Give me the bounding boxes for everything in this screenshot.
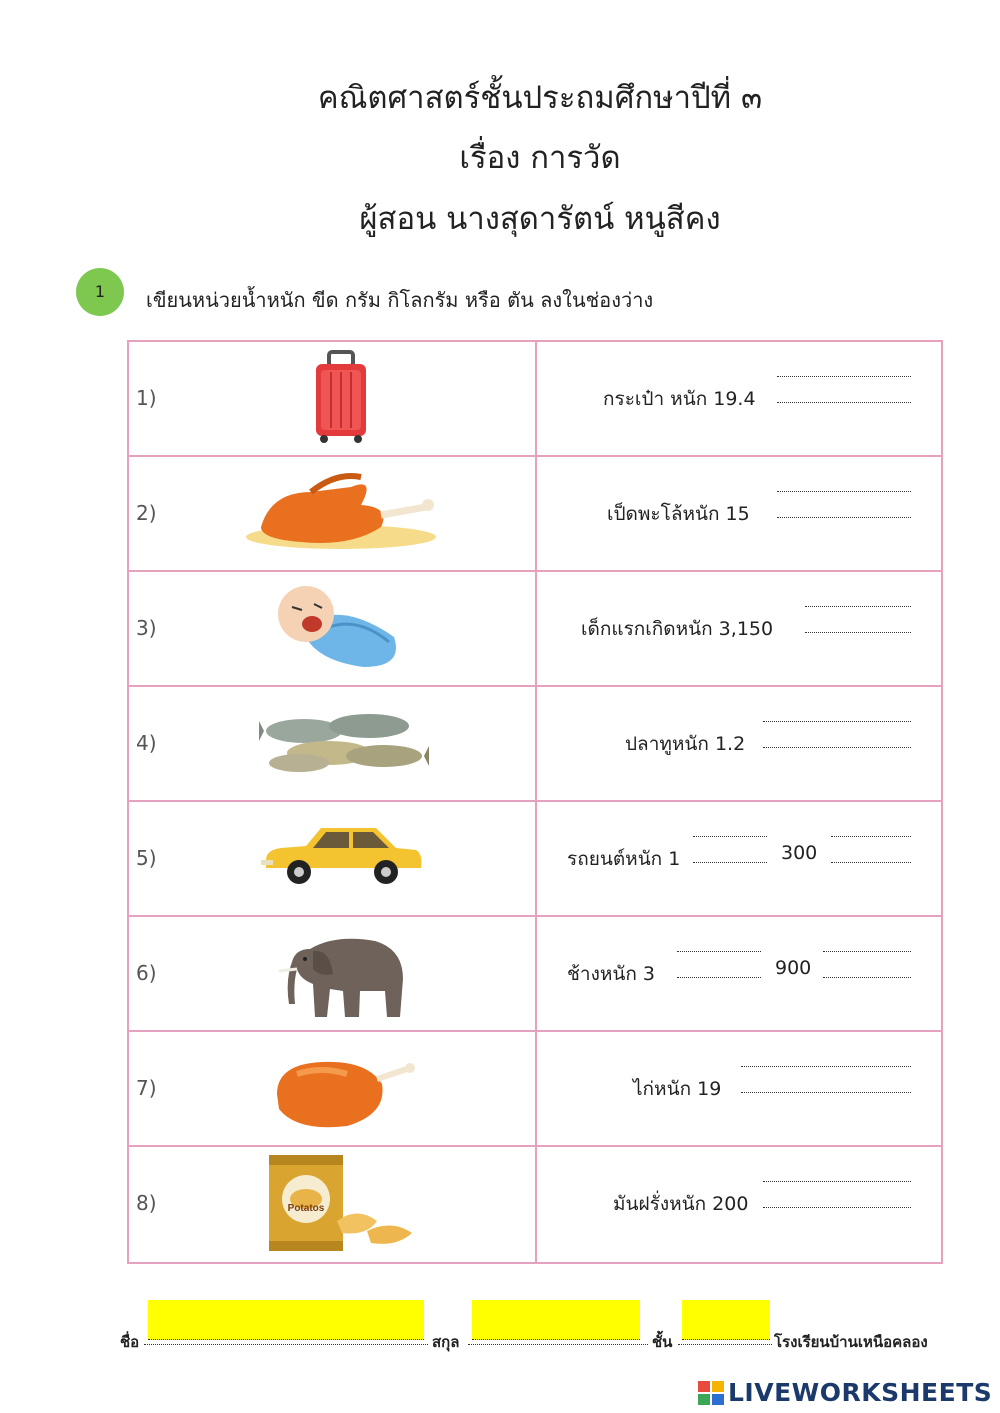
answer-blank[interactable] [823, 947, 911, 981]
table-row [129, 342, 941, 457]
exercise-table [127, 340, 943, 1264]
row-statement: ปลาทูหนัก 1.2 [625, 733, 746, 755]
newborn-baby-icon [274, 582, 414, 672]
row-statement: มันฝรั่งหนัก 200 [613, 1193, 749, 1215]
school-label: โรงเรียนบ้านเหนือคลอง [774, 1333, 928, 1351]
answer-blank[interactable] [741, 1062, 911, 1096]
table-row [129, 802, 941, 917]
table-row [129, 1147, 941, 1262]
name-label: ชื่อ [120, 1333, 140, 1351]
row-number: 7) [136, 1076, 157, 1100]
worksheet-title: คณิตศาสตร์ชั้นประถมศึกษาปีที่ ๓ [317, 80, 763, 116]
surname-label: สกุล [432, 1333, 460, 1351]
mackerel-fish-icon [259, 701, 429, 781]
question-instruction: เขียนหน่วยน้ำหนัก ขีด กรัม กิโลกรัม หรือ ตัน ลงในช่องว่าง [146, 288, 654, 312]
row-number: 2) [136, 501, 157, 525]
name-input[interactable] [148, 1300, 424, 1340]
table-row [129, 457, 941, 572]
suitcase-icon [311, 350, 371, 445]
row-statement: ไก่หนัก 19 [633, 1078, 722, 1100]
row-statement: ช้างหนัก 3 [567, 963, 655, 985]
row-extra-number: 300 [781, 842, 818, 864]
grade-label: ชั้น [652, 1333, 673, 1351]
row-statement: รถยนต์หนัก 1 [567, 848, 681, 870]
surname-input[interactable] [472, 1300, 640, 1340]
student-info-footer [120, 1300, 960, 1352]
liveworksheets-logo-icon [698, 1381, 724, 1405]
table-row [129, 687, 941, 802]
row-statement: กระเป๋า หนัก 19.4 [603, 388, 756, 410]
chips-brand-label: Potatos [287, 1203, 325, 1214]
car-icon [261, 820, 426, 890]
row-number: 6) [136, 961, 157, 985]
table-row [129, 1032, 941, 1147]
table-row [129, 917, 941, 1032]
row-statement: เป็ดพะโล้หนัก 15 [607, 503, 750, 525]
worksheet-teacher: ผู้สอน นางสุดารัตน์ หนูสีคง [359, 201, 721, 237]
row-number: 4) [136, 731, 157, 755]
question-number-badge: 1 [76, 268, 124, 316]
potato-chips-icon [267, 1151, 417, 1253]
answer-blank[interactable] [777, 487, 911, 521]
row-number: 5) [136, 846, 157, 870]
roast-chicken-icon [267, 1044, 417, 1134]
row-number: 1) [136, 386, 157, 410]
row-number: 8) [136, 1191, 157, 1215]
row-number: 3) [136, 616, 157, 640]
answer-blank[interactable] [805, 602, 911, 636]
liveworksheets-brand[interactable]: LIVEWORKSHEETS [728, 1378, 993, 1407]
worksheet-topic: เรื่อง การวัด [459, 140, 621, 176]
grade-input[interactable] [682, 1300, 770, 1340]
row-extra-number: 900 [775, 957, 812, 979]
row-statement: เด็กแรกเกิดหนัก 3,150 [581, 618, 774, 640]
answer-blank[interactable] [677, 947, 761, 981]
answer-blank[interactable] [693, 832, 767, 866]
elephant-icon [275, 929, 410, 1021]
answer-blank[interactable] [763, 1177, 911, 1211]
answer-blank[interactable] [831, 832, 911, 866]
answer-blank[interactable] [777, 372, 911, 406]
answer-blank[interactable] [763, 717, 911, 751]
table-row [129, 572, 941, 687]
roast-duck-icon [241, 467, 441, 552]
